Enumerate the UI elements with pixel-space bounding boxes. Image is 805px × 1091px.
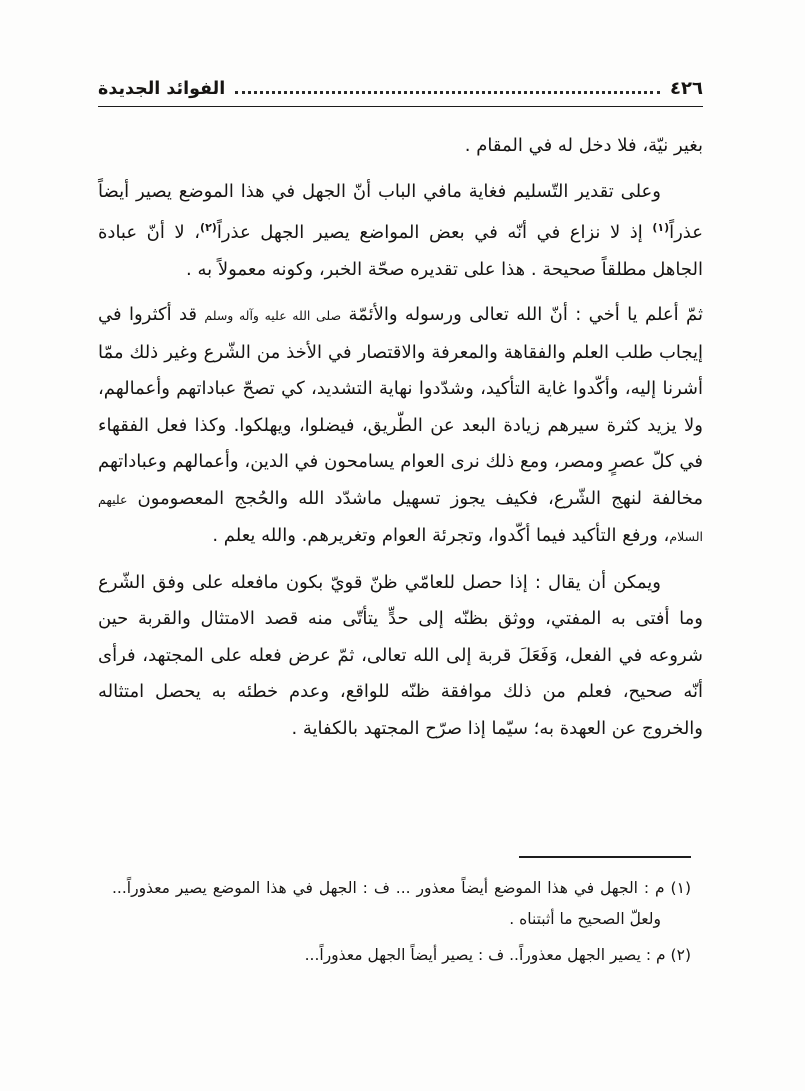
footnote-ref-2: (٢): [200, 221, 217, 234]
footnote-separator: [519, 856, 691, 858]
paragraph: [98, 297, 703, 556]
body-text: [98, 128, 703, 747]
paragraph-text: ثمّ أعلم يا أخي : أنّ الله تعالى ورسوله والأئمّة: [341, 304, 704, 325]
paragraph: ويمكن أن يقال : إذا حصل للعامّي ظنّ قويّ بكون مافعله على وفق الشّرع وما أفتى به المفتي، ووثق بظنّه إلى حدٍّ يتأتّى منه قصد الامتثال والقربة حين شروعه في الفعل، وَفَعَلَ قربة إلى الله تعالى، ثمّ عرض فعله على المجتهد، فرأى أنّه صحيح، فعلم من ذلك موافقة ظنّه للواقع، وعدم خطئه به يحصل امتثاله والخروج عن العهدة به؛ سيّما إذا صرّح المجتهد بالكفاية .: [98, 571, 703, 739]
footnote-text: م : الجهل في هذا الموضع أيضاً معذور ... ف : الجهل في هذا الموضع يصير معذوراً... ولعلّ الصحيح ما أثبتناه .: [112, 879, 665, 928]
dotted-leader: [235, 91, 660, 94]
paragraph-text: ، ورفع التأكيد فيما أكّدوا، وتجرئة العوام وتغريرهم. والله يعلم .: [212, 525, 670, 546]
honorific-phrase: عليهم السلام: [98, 491, 703, 544]
paragraph-text: قد أكثروا في إيجاب طلب العلم والفقاهة والمعرفة والاقتصار في الأخذ من الشّرع وغير ذلك ممّا أشرنا إليه، وأكّدوا غاية التأكيد، وشدّدوا نهاية التشديد، كي تصحّ عباداتهم وأعمالهم، ولا يزيد كثرة سيرهم زيادة البعد عن الطّريق، فيضلوا، ويهلكوا. وكذا فعل الفقهاء في كلّ عصرٍ ومصر، ومع ذلك نرى العوام يسامحون في الدين، وأعمالهم وعباداتهم مخالفة لنهج الشّرع، فكيف يجوز تسهيل ماشدّد الله والحُجج المعصومون: [98, 304, 703, 509]
footnote-ref-1: (١): [652, 221, 670, 234]
paragraph-text: إذ لا نزاع في أنّه في بعض المواضع يصير الجهل عذراً: [216, 222, 653, 243]
book-title: الفوائد الجديدة: [98, 79, 226, 99]
page-number: ٤٢٦: [670, 78, 703, 99]
honorific-phrase: صلى الله عليه وآله وسلم: [204, 308, 342, 323]
running-head: [98, 78, 703, 99]
footnote-marker: (١): [670, 879, 691, 897]
paragraph: [98, 174, 703, 289]
paragraph-text: وعلى تقدير التّسليم فغاية مافي الباب أنّ الجهل في هذا الموضع يصير أيضاً عذراً: [98, 180, 703, 243]
footnote-marker: (٢): [670, 946, 691, 964]
paragraph-text: ، لا أنّ عبادة الجاهل مطلقاً صحيحة . هذا على تقديره صحّة الخبر، وكونه معمولاً به .: [98, 222, 703, 280]
footnote-2: [112, 940, 691, 971]
footnote-text: م : يصير الجهل معذوراً.. ف : يصير أيضاً الجهل معذوراً...: [304, 946, 666, 964]
page-header: [98, 78, 703, 107]
paragraph-continuation: بغير نيّة، فلا دخل له في المقام .: [464, 135, 703, 156]
footnote-1: [112, 873, 691, 935]
header-rule: [98, 106, 703, 107]
footnote-region: [112, 856, 691, 976]
